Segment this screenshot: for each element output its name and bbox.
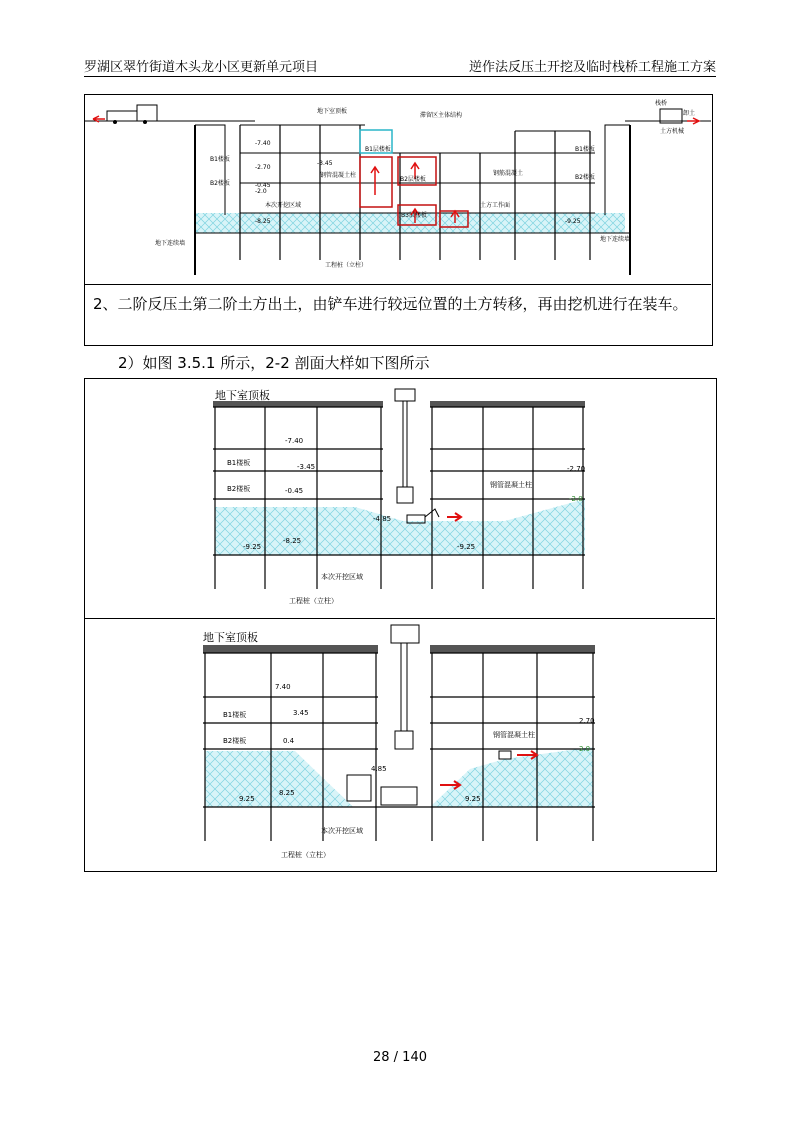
excavator-3	[499, 751, 511, 759]
columns-3	[205, 653, 593, 841]
fig1-excavation: 本次开挖区域	[265, 202, 302, 209]
b2-center-box	[360, 157, 392, 207]
figure-table-2	[84, 378, 717, 872]
fig2-b1: B1楼板	[227, 459, 251, 467]
fig1-rest: 土方机械	[660, 128, 685, 135]
fig1-unload: 卸土	[683, 110, 696, 117]
fig1-main-structure: 滞留区主体结构	[420, 112, 463, 119]
roof-slab-right-3	[430, 645, 595, 653]
fig2-e925-right: -9.25	[457, 543, 476, 551]
figure-table-1	[84, 94, 713, 346]
fig3-e345: 3.45	[293, 709, 309, 717]
fig3-e925-left: 9.25	[239, 795, 255, 803]
fig2-e045: -0.45	[285, 487, 304, 495]
fig1-b2-right: B2楼板	[575, 174, 595, 181]
fig2-e925-left: -9.25	[243, 543, 262, 551]
fig1-pile: 工程桩（立柱）	[325, 262, 368, 269]
soil-zone-2	[215, 499, 585, 555]
fig1-rebar: 钢筋混凝土	[493, 170, 524, 177]
fig2-e825: -8.25	[283, 537, 302, 545]
fig3-e270: 2.70	[579, 717, 595, 725]
soil-zone-3-left	[205, 751, 353, 807]
fig2-e345: -3.45	[297, 463, 316, 471]
fig1-e345: -3.45	[317, 160, 333, 167]
fig3-e825: 8.25	[279, 789, 295, 797]
section-drawing-2-svg	[85, 379, 715, 617]
fig3-e925-right: 9.25	[465, 795, 481, 803]
fig1-ramp: 地下连续墙	[600, 236, 631, 243]
fig2-excavation: 本次开挖区域	[321, 573, 363, 581]
fig2-e270: -2.70	[567, 465, 586, 473]
fig3-b1: B1楼板	[223, 711, 247, 719]
fig1-e270: -2.70	[255, 164, 271, 171]
fig1-continuous-wall: 地下连续墙	[155, 240, 186, 247]
move-arrow-3a	[440, 781, 460, 789]
fig3-excavation: 本次开挖区域	[321, 827, 363, 835]
header-document-title: 逆作法反压土开挖及临时栈桥工程施工方案	[468, 60, 716, 75]
fig1-roof-label: 地下室顶板	[317, 108, 348, 115]
fig1-e825: -8.25	[255, 218, 271, 225]
fig1-b1-left: B1楼板	[210, 156, 230, 163]
section-drawing-3	[85, 619, 715, 869]
fig3-roof-label: 地下室顶板	[203, 631, 258, 644]
fig3-e20: 2.0	[579, 745, 591, 753]
exit-arrow-right	[687, 118, 699, 124]
fig3-pile: 工程桩（立柱）	[281, 851, 330, 859]
fig2-support: 钢管混凝土柱	[490, 481, 532, 489]
section-drawing-2	[85, 379, 715, 619]
fig1-e020: -2.0	[255, 188, 267, 195]
figure-1-caption: 2、二阶反压土第二阶土方出土，由铲车进行较远位置的土方转移，再由挖机进行在装车。	[93, 295, 688, 313]
header-project-name: 罗湖区翠竹街道木头龙小区更新单元项目	[84, 60, 319, 75]
page-number: 28 / 140	[373, 1050, 427, 1065]
fig1-e740: -7.40	[255, 140, 271, 147]
fig1-support: 钢管混凝土柱	[320, 172, 357, 179]
roof-slab-left-3	[203, 645, 378, 653]
fig1-b2-left: B2楼板	[210, 180, 230, 187]
loader	[381, 787, 417, 805]
fig1-b1-center: B1层楼板	[365, 146, 391, 153]
move-arrow-2	[447, 513, 461, 521]
dump-truck	[347, 775, 371, 801]
fig1-e045: -0.45	[255, 182, 271, 189]
fig2-e20: -2.0	[569, 495, 583, 503]
section-drawing-1	[85, 95, 711, 285]
hoist-bucket-3	[395, 731, 413, 749]
hoist-bucket	[397, 487, 413, 503]
fig2-roof-label: 地下室顶板	[215, 389, 270, 402]
fig1-working-face: 土方工作面	[480, 202, 511, 209]
header-rule	[84, 76, 716, 77]
columns	[240, 125, 590, 260]
fig2-b2: B2楼板	[227, 485, 251, 493]
fig2-e485: -4.85	[373, 515, 392, 523]
fig1-b3-center: B3层楼板	[401, 212, 427, 219]
fig1-b2-center: B2层楼板	[400, 176, 426, 183]
fig3-e485: 4.85	[371, 765, 387, 773]
fig3-support: 钢管混凝土柱	[493, 731, 535, 739]
fig3-b2: B2楼板	[223, 737, 247, 745]
fig1-e925: -9.25	[565, 218, 581, 225]
fig3-e740: 7.40	[275, 683, 291, 691]
fig2-e740: -7.40	[285, 437, 304, 445]
fig3-e04: 0.4	[283, 737, 295, 745]
roof-slab-right	[430, 401, 585, 407]
fig2-pile: 工程桩（立柱）	[289, 597, 338, 605]
columns-2	[215, 407, 586, 589]
fig1-temp: 栈桥	[655, 100, 668, 107]
body-paragraph: 2）如图 3.5.1 所示，2-2 剖面大样如下图所示	[118, 354, 430, 372]
section-drawing-3-svg	[85, 619, 715, 869]
section-drawing-1-svg	[85, 95, 711, 283]
fig1-b1-right: B1楼板	[575, 146, 595, 153]
